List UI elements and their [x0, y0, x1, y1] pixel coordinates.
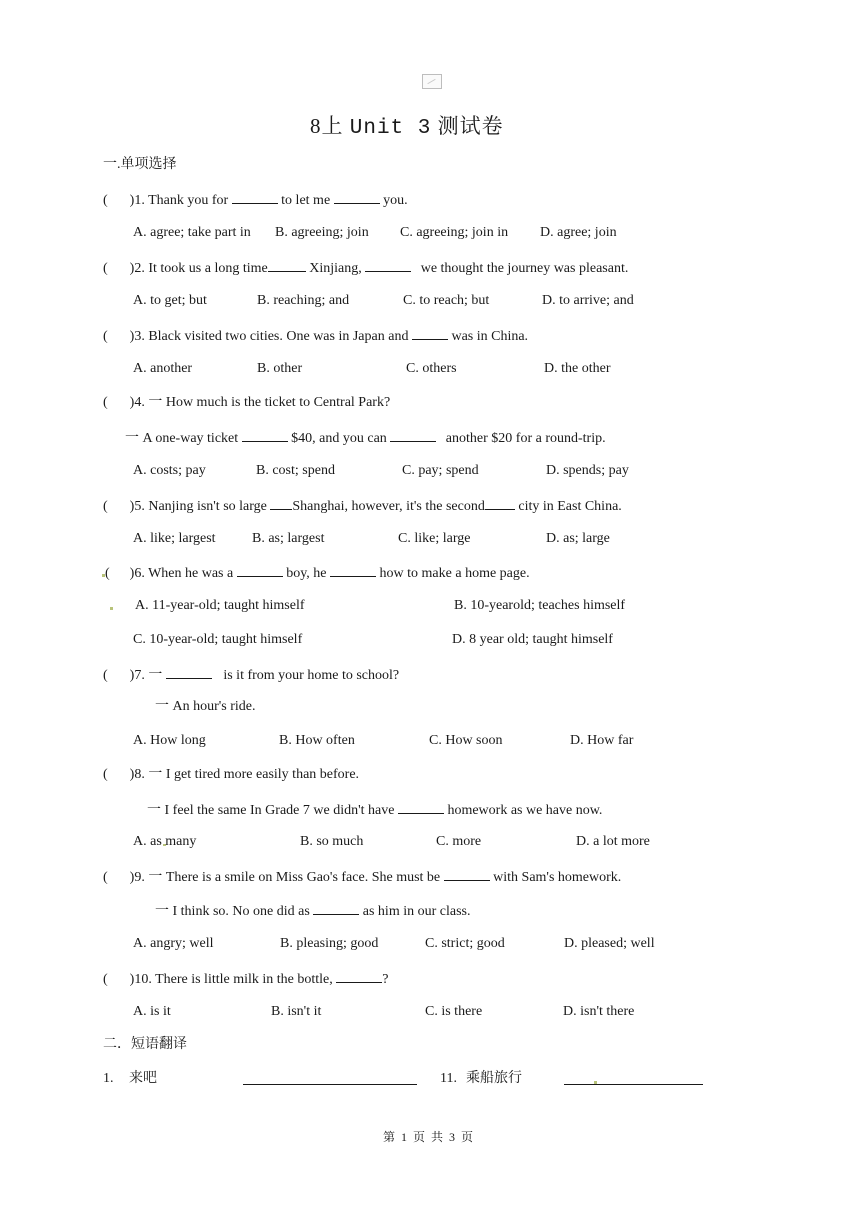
option-b: B. How often — [279, 733, 355, 748]
option-c: C. 10-year-old; taught himself — [133, 632, 303, 647]
option-d: D. How far — [570, 733, 634, 748]
answer-blank[interactable] — [412, 326, 448, 340]
option-d: D. 8 year old; taught himself — [452, 632, 613, 647]
scan-mark-dot — [594, 1081, 597, 1084]
section-heading-phrase-translation: 二．短语翻译 — [103, 1037, 187, 1052]
answer-blank[interactable] — [334, 190, 380, 204]
option-a: A. to get; but — [133, 293, 207, 308]
answer-blank[interactable] — [444, 867, 490, 881]
option-b: B. isn't it — [271, 1004, 322, 1019]
question-4: ( )4. 一 How much is the ticket to Central Park? — [103, 395, 391, 410]
translation-item-1-text: 来吧 — [129, 1071, 157, 1086]
answer-blank[interactable] — [330, 563, 376, 577]
question-9: ( )9. 一 There is a smile on Miss Gao's face. She must be with Sam's homework. — [103, 867, 621, 887]
question-5: ( )5. Nanjing isn't so large Shanghai, however, it's the second city in East China. — [103, 496, 622, 516]
translation-item-11-number: 11. — [440, 1071, 457, 1086]
option-a: A. is it — [133, 1004, 171, 1019]
answer-blank[interactable] — [390, 428, 436, 442]
answer-blank[interactable] — [365, 258, 411, 272]
translation-answer-line[interactable] — [243, 1084, 417, 1085]
option-b: B. other — [257, 361, 303, 376]
option-a: A. agree; take part in — [133, 225, 251, 240]
question-2: ( )2. It took us a long time Xinjiang, we thought the journey was pleasant. — [103, 258, 628, 278]
option-b: B. reaching; and — [257, 293, 350, 308]
option-d: D. to arrive; and — [542, 293, 634, 308]
option-d: D. as; large — [546, 531, 610, 546]
answer-blank[interactable] — [485, 496, 515, 510]
question-6: ( )6. When he was a boy, he how to make a home page. — [105, 563, 530, 583]
option-c: C. more — [436, 834, 482, 849]
option-d: D. isn't there — [563, 1004, 635, 1019]
answer-blank[interactable] — [313, 901, 359, 915]
option-d: D. pleased; well — [564, 936, 655, 951]
question-10: ( )10. There is little milk in the bottle, ? — [103, 969, 389, 989]
option-c: C. pay; spend — [402, 463, 479, 478]
option-c: C. is there — [425, 1004, 483, 1019]
option-b: B. cost; spend — [256, 463, 335, 478]
option-c: C. How soon — [429, 733, 503, 748]
translation-answer-line[interactable] — [564, 1084, 703, 1085]
option-d: D. agree; join — [540, 225, 617, 240]
option-b: B. agreeing; join — [275, 225, 369, 240]
option-a: A. angry; well — [133, 936, 214, 951]
answer-blank[interactable] — [270, 496, 292, 510]
option-a: A. costs; pay — [133, 463, 206, 478]
answer-blank[interactable] — [242, 428, 288, 442]
page-footer: 第 1 页 共 3 页 — [383, 1130, 474, 1144]
option-a: A. like; largest — [133, 531, 216, 546]
answer-blank[interactable] — [166, 665, 212, 679]
translation-item-11-text: 乘船旅行 — [466, 1071, 522, 1086]
answer-blank[interactable] — [398, 800, 444, 814]
question-4-reply: 一 A one-way ticket $40, and you can another $20 for a round-trip. — [125, 428, 606, 448]
question-8-reply: 一 I feel the same In Grade 7 we didn't have homework as we have now. — [147, 800, 602, 820]
option-c: C. to reach; but — [403, 293, 490, 308]
page-title: 8上 Unit 3 测试卷 — [310, 114, 504, 140]
option-b: B. 10-yearold; teaches himself — [454, 598, 626, 613]
option-b: B. so much — [300, 834, 364, 849]
question-1: ( )1. Thank you for to let me you. — [103, 190, 408, 210]
option-c: C. like; large — [398, 531, 471, 546]
option-a: A. 11-year-old; taught himself — [135, 598, 305, 613]
option-c: C. agreeing; join in — [400, 225, 509, 240]
option-a: A. as many — [133, 834, 197, 849]
question-7: ( )7. 一 is it from your home to school? — [103, 665, 399, 685]
option-d: D. spends; pay — [546, 463, 629, 478]
answer-blank[interactable] — [336, 969, 382, 983]
option-c: C. others — [406, 361, 457, 376]
image-placeholder-icon — [422, 74, 442, 89]
answer-blank[interactable] — [232, 190, 278, 204]
question-7-reply: 一 An hour's ride. — [155, 699, 256, 714]
question-9-reply: 一 I think so. No one did as as him in our class. — [155, 901, 470, 921]
scan-mark-dot — [110, 607, 113, 610]
answer-blank[interactable] — [237, 563, 283, 577]
question-8: ( )8. 一 I get tired more easily than before. — [103, 767, 360, 782]
option-d: D. the other — [544, 361, 611, 376]
option-a: A. How long — [133, 733, 206, 748]
answer-blank[interactable] — [268, 258, 306, 272]
translation-item-1-number: 1. — [103, 1071, 114, 1086]
section-heading-multiple-choice: 一.单项选择 — [103, 157, 177, 172]
option-c: C. strict; good — [425, 936, 505, 951]
option-a: A. another — [133, 361, 193, 376]
option-b: B. pleasing; good — [280, 936, 379, 951]
option-b: B. as; largest — [252, 531, 325, 546]
question-3: ( )3. Black visited two cities. One was in Japan and was in China. — [103, 326, 528, 346]
option-d: D. a lot more — [576, 834, 650, 849]
